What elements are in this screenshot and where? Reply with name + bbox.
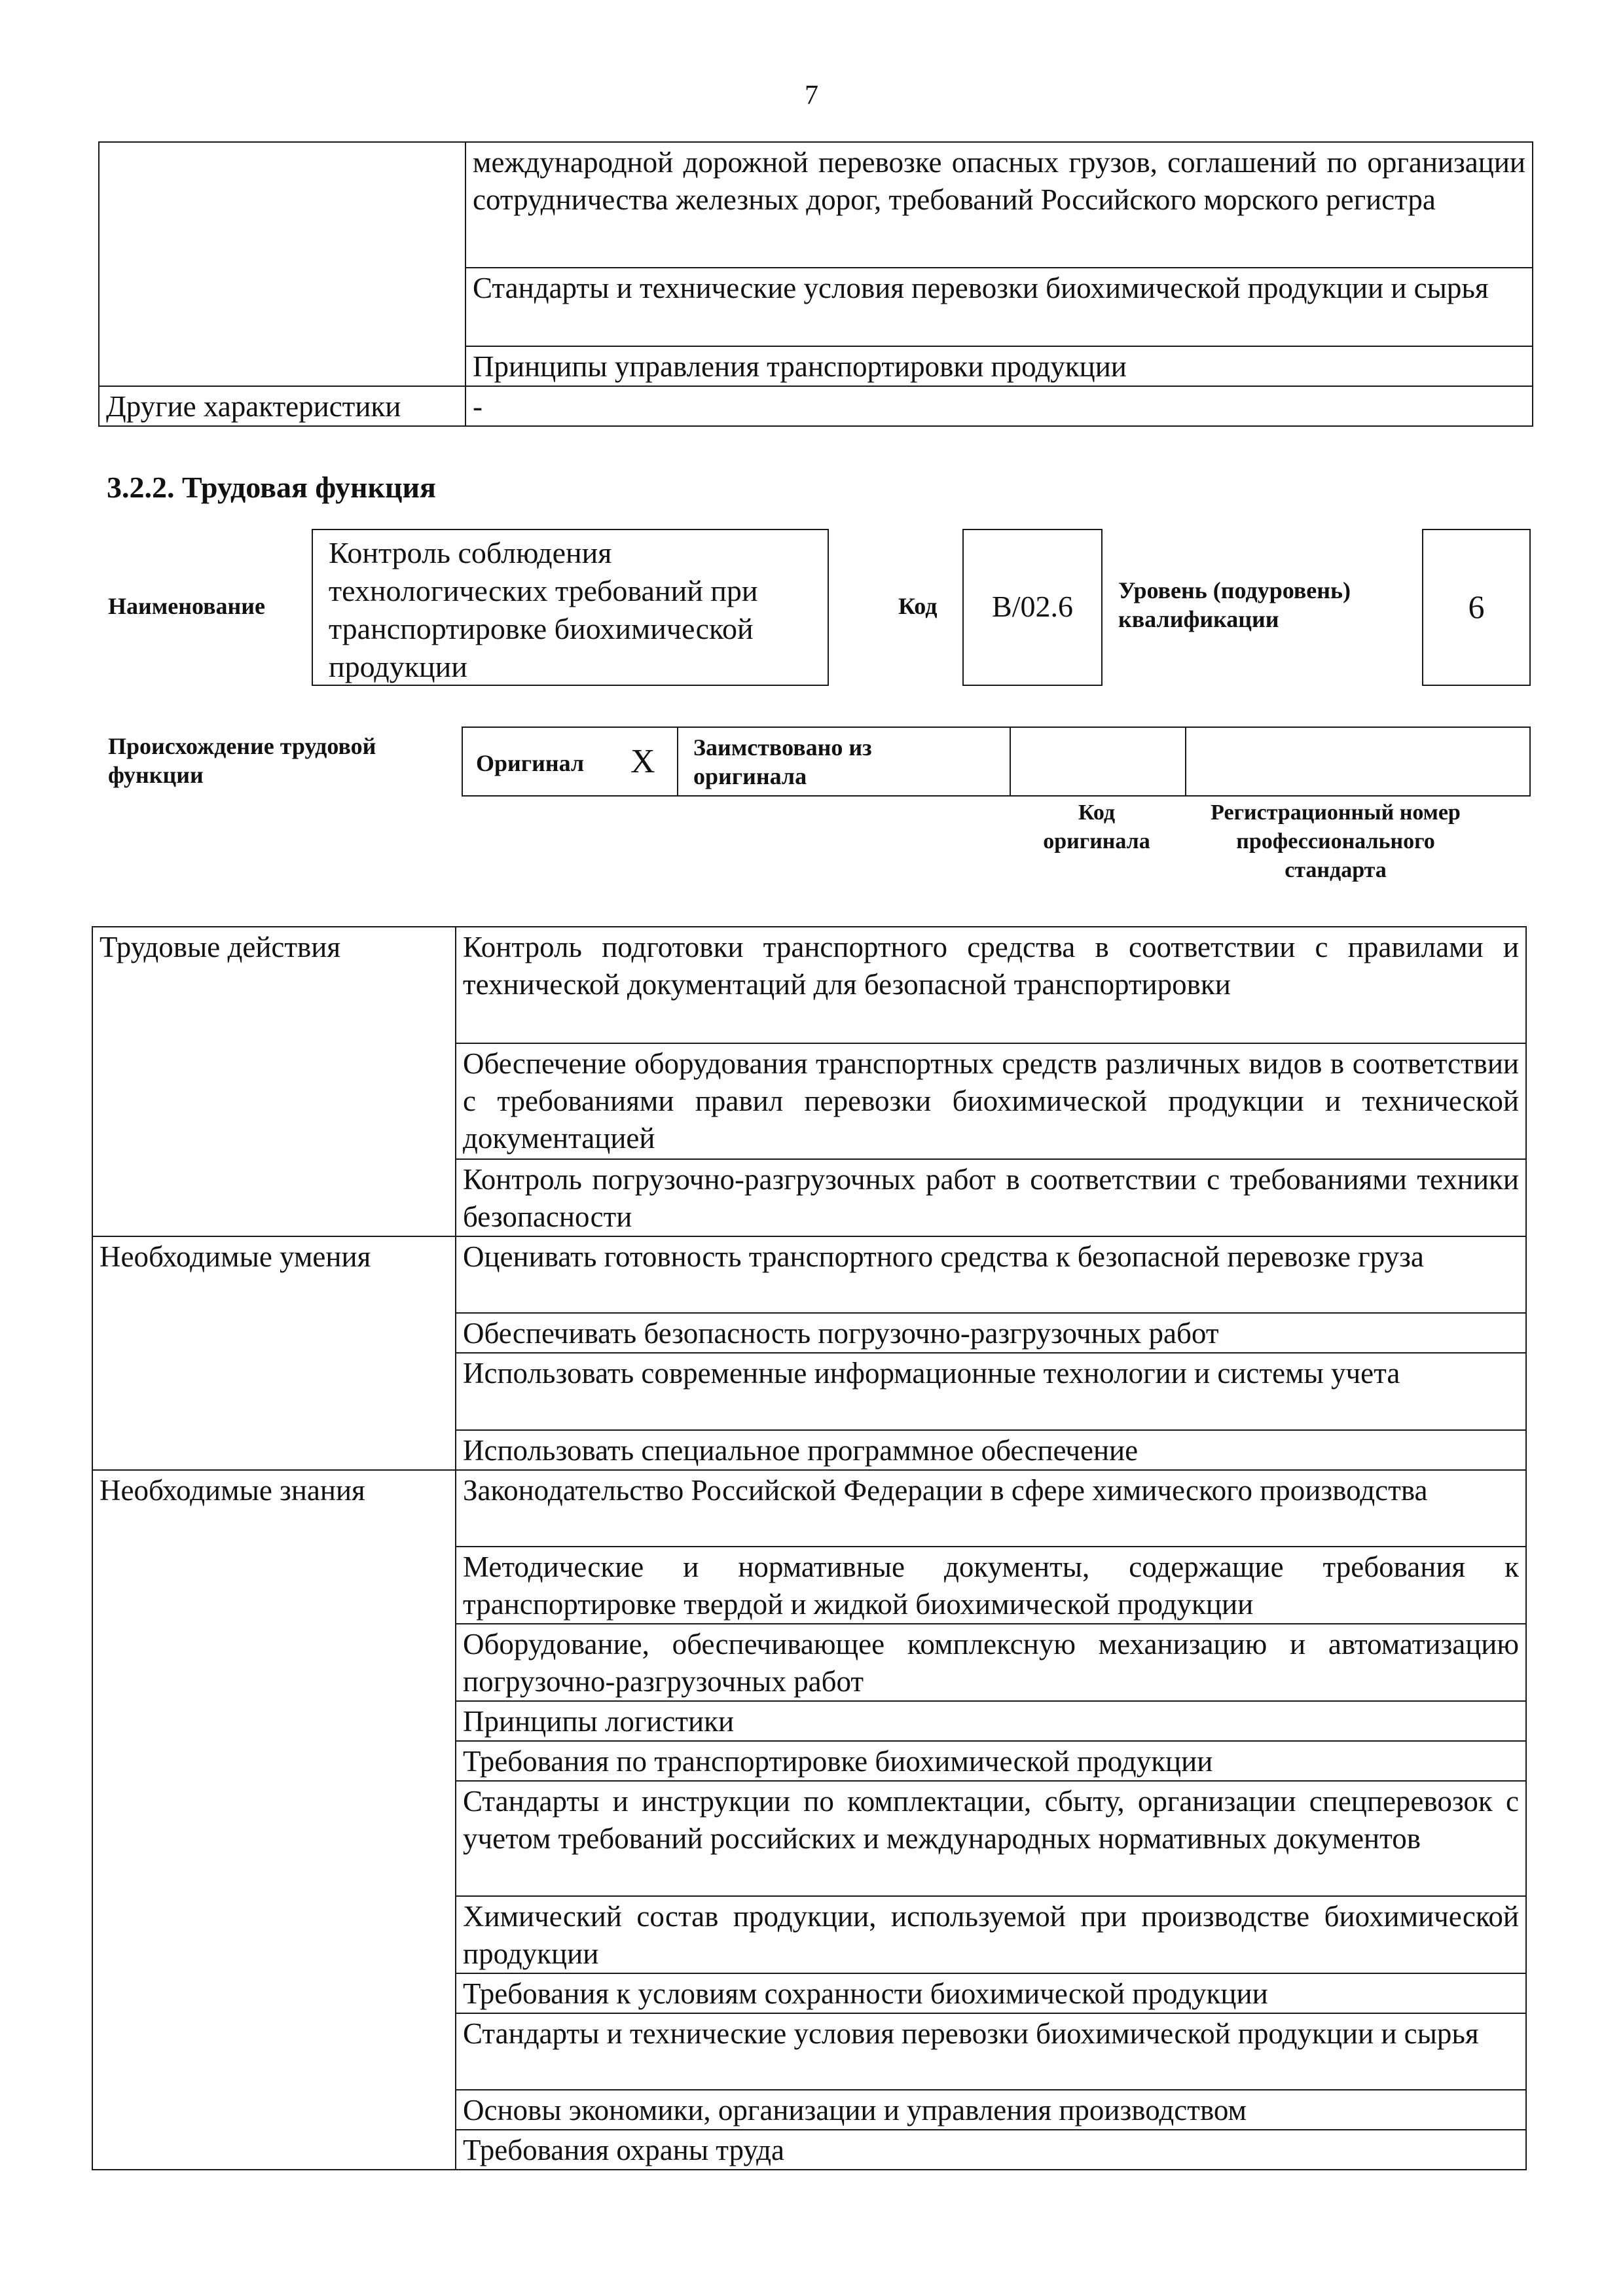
borrowed-label: Заимствовано из оригинала [693, 734, 872, 789]
name-value: Контроль соблюдения технологических требований при транспортировке биохимической продукции [329, 536, 758, 683]
group-label: Необходимые умения [92, 1236, 456, 1470]
level-box [1422, 529, 1531, 686]
name-box [312, 529, 829, 686]
table-row [99, 386, 1533, 426]
divider [1185, 728, 1186, 797]
divider [1010, 728, 1011, 797]
level-value: 6 [1468, 588, 1485, 625]
original-label: Оригинал [476, 750, 585, 776]
table-cell: Контроль подготовки транспортного средства в соответствии с правилами и технической документаций для безопасной транспортировки [456, 927, 1526, 1043]
divider [677, 728, 678, 797]
code-box [962, 529, 1103, 686]
code-label: Код [898, 593, 938, 619]
table-cell: Контроль погрузочно-разгрузочных работ в соответствии с требованиями техники безопасности [456, 1159, 1526, 1236]
original-mark: Х [630, 743, 655, 780]
table-cell: Принципы управления транспортировки продукции [465, 346, 1533, 386]
table-cell: Основы экономики, организации и управления производством [456, 2090, 1526, 2130]
table-cell: Требования охраны труда [456, 2130, 1526, 2170]
table-cell: Химический состав продукции, используемой при производстве биохимической продукции [456, 1896, 1526, 1973]
page-number: 7 [805, 81, 818, 111]
table-cell: Требования по транспортировке биохимической продукции [456, 1741, 1526, 1781]
table-cell: Использовать специальное программное обеспечение [456, 1430, 1526, 1470]
table-cell: Стандарты и технические условия перевозки биохимической продукции и сырья [456, 2013, 1526, 2090]
table-cell: Использовать современные информационные технологии и системы учета [456, 1353, 1526, 1430]
table-cell: международной дорожной перевозке опасных грузов, соглашений по организации сотрудничества железных дорог, требований Российского морского регистра [465, 142, 1533, 268]
table-cell: Стандарты и инструкции по комплектации, сбыту, организации спецперевозок с учетом требований российских и международных нормативных документов [456, 1781, 1526, 1896]
code-value: В/02.6 [992, 590, 1073, 623]
level-label: Уровень (подуровень) квалификации [1118, 577, 1351, 632]
table-cell: Оценивать готовность транспортного средства к безопасной перевозке груза [456, 1236, 1526, 1313]
table-row [92, 1470, 1526, 1547]
table-cell: Методические и нормативные документы, содержащие требования к транспортировке твердой и жидкой биохимической продукции [456, 1547, 1526, 1624]
table-cell: Требования к условиям сохранности биохимической продукции [456, 1973, 1526, 2013]
group-label: Трудовые действия [92, 927, 456, 1236]
table-cell: - [465, 386, 1533, 426]
table-row [92, 927, 1526, 1043]
reg-caption: Регистрационный номер профессионального стандарта [1211, 800, 1461, 882]
table-cell: Оборудование, обеспечивающее комплексную механизацию и автоматизацию погрузочно-разгрузочных работ [456, 1624, 1526, 1701]
table-cell: Обеспечивать безопасность погрузочно-разгрузочных работ [456, 1313, 1526, 1353]
origin-box [462, 726, 1531, 797]
group-label: Необходимые знания [92, 1470, 456, 2170]
table-cell: Принципы логистики [456, 1701, 1526, 1741]
table-cell: Обеспечение оборудования транспортных средств различных видов в соответствии с требованиями правил перевозки биохимической продукции и технической документацией [456, 1043, 1526, 1159]
empty-cell [99, 142, 465, 386]
top-table [98, 141, 1533, 427]
table-row [99, 142, 1533, 268]
name-label: Наименование [108, 593, 265, 619]
row-label: Другие характеристики [99, 386, 465, 426]
table-cell: Законодательство Российской Федерации в сфере химического производства [456, 1470, 1526, 1547]
table-row [92, 1236, 1526, 1313]
code-caption: Код оригинала [1043, 800, 1150, 853]
main-table [92, 926, 1527, 2170]
table-cell: Стандарты и технические условия перевозки биохимической продукции и сырья [465, 268, 1533, 346]
section-heading: 3.2.2. Трудовая функция [107, 471, 436, 504]
origin-label: Происхождение трудовой функции [108, 733, 376, 788]
